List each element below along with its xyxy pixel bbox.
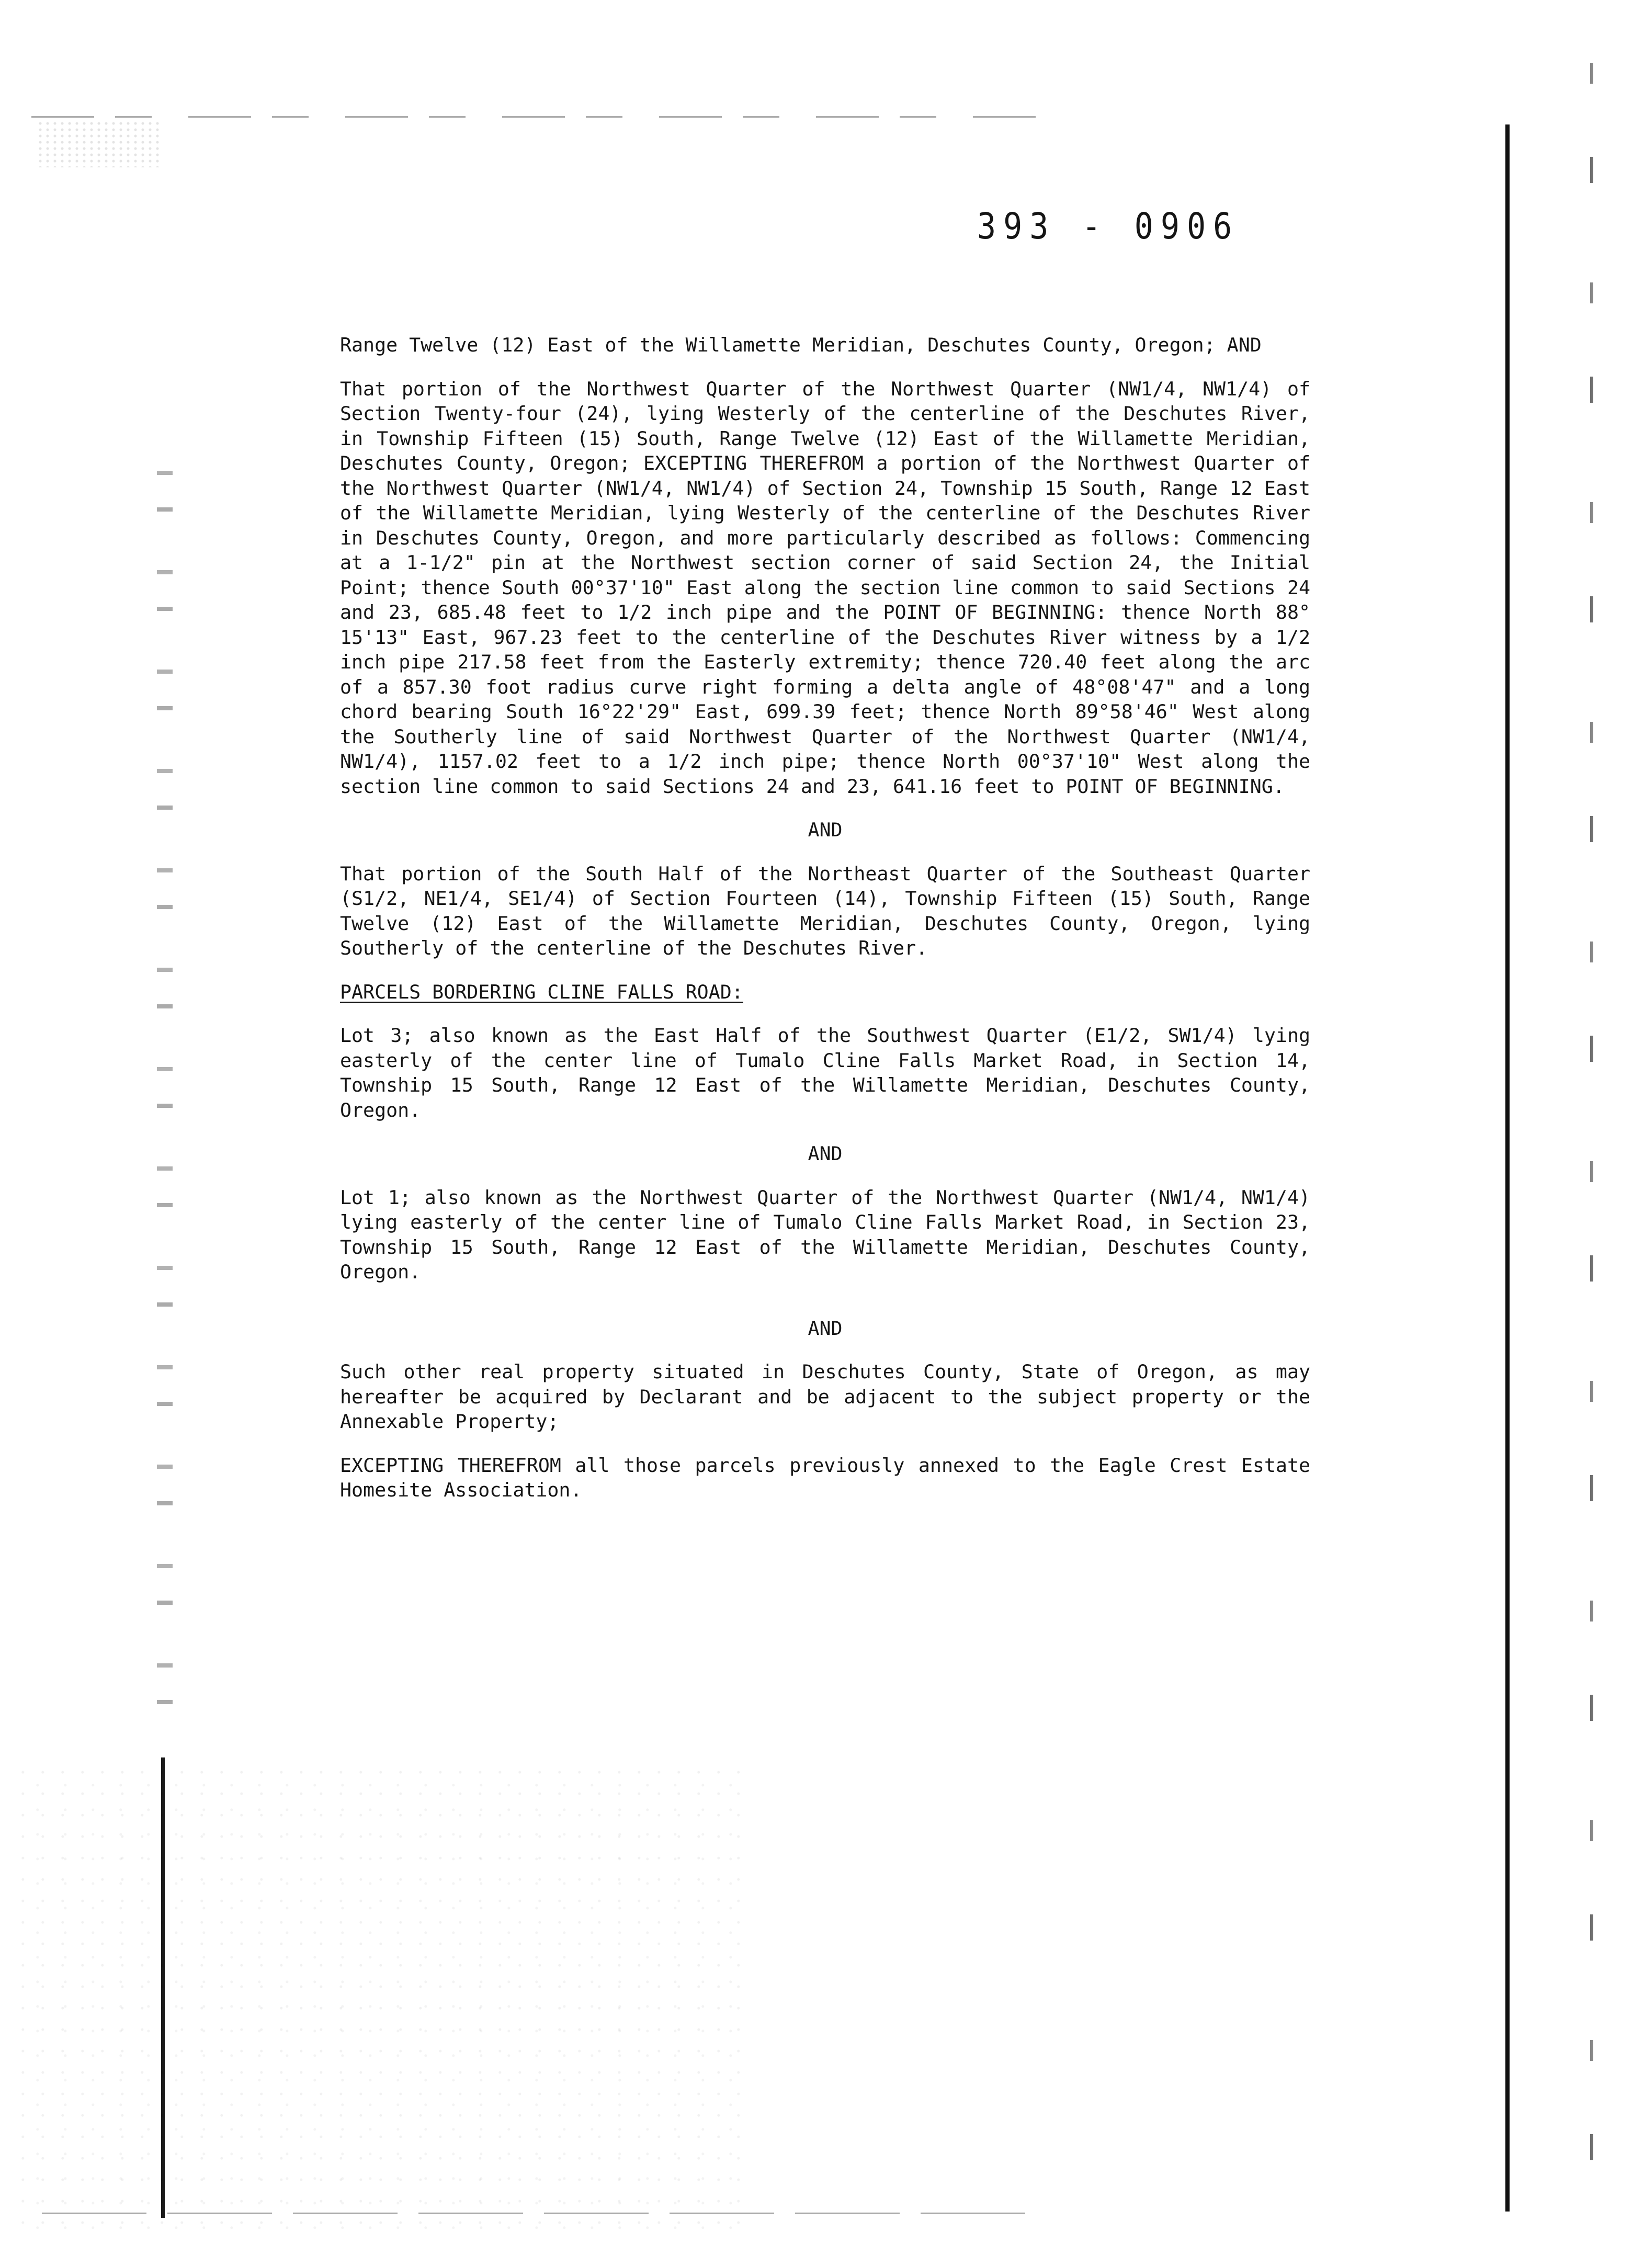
section-heading: PARCELS BORDERING CLINE FALLS ROAD: bbox=[340, 980, 743, 1003]
and-separator: AND bbox=[808, 1142, 843, 1165]
scan-artifact-top-line bbox=[31, 116, 1036, 118]
scan-artifact-right-edge bbox=[1590, 63, 1593, 2181]
and-separator: AND bbox=[808, 1317, 843, 1340]
scan-artifact-left-marks bbox=[157, 471, 173, 1726]
legal-description-paragraph: Such other real property situated in Deschutes County, State of Oregon, as may hereafter be acquired by Declarant and be adjacent to the subject property or the Annexable Property; bbox=[340, 1360, 1310, 1433]
and-separator: AND bbox=[808, 819, 843, 841]
opening-line: Range Twelve (12) East of the Willamette Meridian, Deschutes County, Oregon; AND bbox=[340, 334, 1262, 356]
scan-artifact-top-noise bbox=[37, 120, 162, 167]
scan-artifact-bottom-line bbox=[42, 2213, 1036, 2214]
page-number: 393 - 0906 bbox=[977, 205, 1240, 248]
legal-description-paragraph: That portion of the South Half of the Northeast Quarter of the Southeast Quarter (S1/2, NE1/4, SE1/4) of Section Fourteen (14), Township Fifteen (15) South, Range Twelve (12) East of the Willamette Meridian, Deschutes County, Oregon, lying Southerly of the centerline of the Deschutes River. bbox=[340, 862, 1310, 959]
legal-description-paragraph: That portion of the Northwest Quarter of the Northwest Quarter (NW1/4, NW1/4) of Section Twenty-four (24), lying Westerly of the centerline of the Deschutes River, in Township Fifteen (15) South, Range Twelve (12) East of the Willamette Meridian, Deschutes County, Oregon; EXCEPTING THEREFROM a portion of the Northwest Quarter of the Northwest Quarter (NW1/4, NW1/4) of Section 24, Township 15 South, Range 12 East of the Willamette Meridian, lying Westerly of the centerline of the Deschutes River in Deschutes County, Oregon, and more particularly described as follows: Commencing at a 1-1/2" pin at the Northwest section corner of said Section 24, the Initial Point; thence South 00°37'10" East along the section line common to said Sections 24 and 23, 685.48 feet to 1/2 inch pipe and the POINT OF BEGINNING: thence North 88° 15'13" East, 967.23 feet to the centerline of the Deschutes River witness by a 1/2 inch pipe 217.58 feet from the Easterly extremity; thence 720.40 feet along the arc of a 857.30 foot radius curve right forming a delta angle of 48°08'47" and a long chord bearing South 16°22'29" East, 699.39 feet; thence North 89°58'46" West along the Southerly line of said Northwest Quarter of the Northwest Quarter (NW1/4, NW1/4), 1157.02 feet to a 1/2 inch pipe; thence North 00°37'10" West along the section line common to said Sections 24 and 23, 641.16 feet to POINT OF BEGINNING. bbox=[340, 377, 1310, 798]
legal-description-paragraph: EXCEPTING THEREFROM all those parcels previously annexed to the Eagle Crest Estate Homesite Association. bbox=[340, 1454, 1310, 1501]
legal-description-paragraph: Lot 3; also known as the East Half of the Southwest Quarter (E1/2, SW1/4) lying easterly of the center line of Tumalo Cline Falls Market Road, in Section 14, Township 15 South, Range 12 East of the Willamette Meridian, Deschutes County, Oregon. bbox=[340, 1024, 1310, 1121]
legal-description-paragraph: Lot 1; also known as the Northwest Quarter of the Northwest Quarter (NW1/4, NW1/4) lying easterly of the center line of Tumalo Cline Falls Market Road, in Section 23, Township 15 South, Range 12 East of the Willamette Meridian, Deschutes County, Oregon. bbox=[340, 1186, 1310, 1283]
scan-artifact-right-rule bbox=[1505, 124, 1510, 2212]
document-body bbox=[340, 333, 1310, 1503]
scan-artifact-bottom-noise bbox=[21, 1768, 753, 2239]
